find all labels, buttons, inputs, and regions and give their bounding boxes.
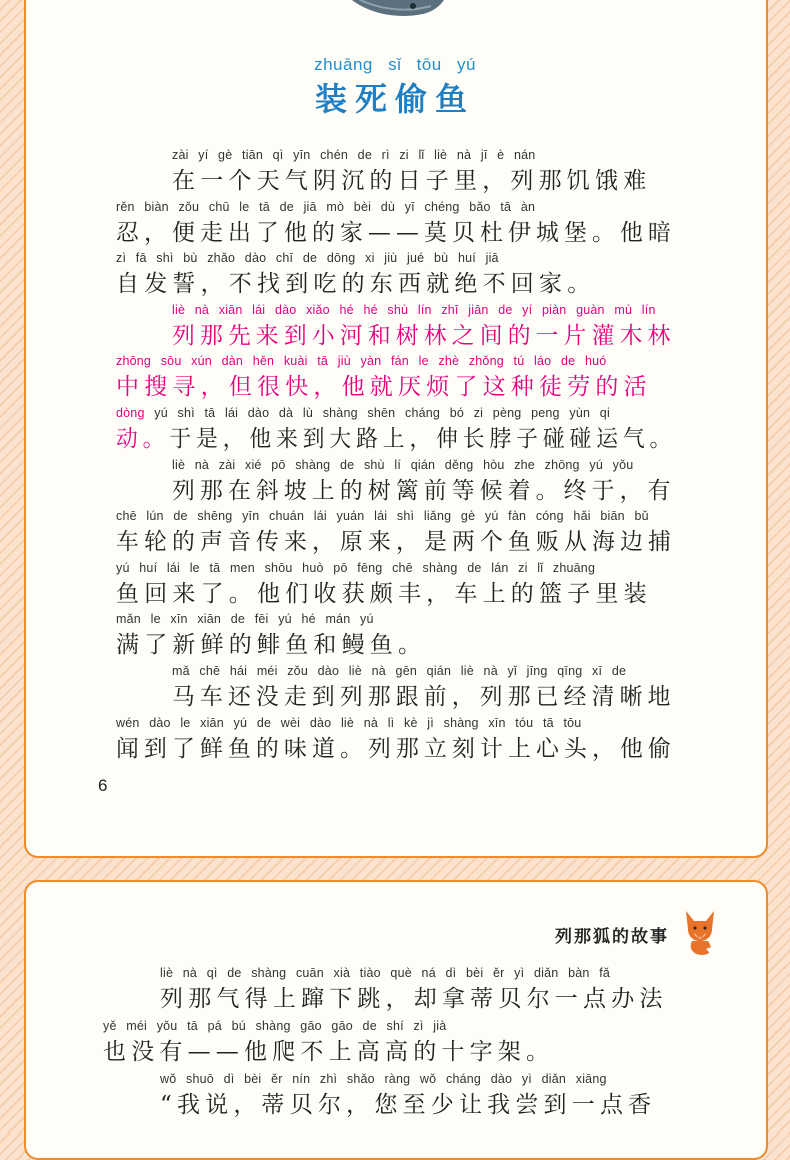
pinyin-line: liè nà qì de shàng cuān xià tiào què ná dì bèi ěr yì diǎn bàn fǎ	[160, 966, 611, 980]
running-header: 列那狐的故事	[555, 927, 669, 947]
pinyin-line: zhōng sōu xún dàn hěn kuài tā jiù yàn fán le zhè zhǒng tú láo de huó	[116, 354, 607, 369]
pinyin-line: dòng yú shì tā lái dào dà lù shàng shēn cháng bó zi pèng peng yùn qi	[116, 406, 610, 420]
hanzi-line: 满了新鲜的鲱鱼和鳗鱼。	[116, 632, 427, 659]
hanzi-line: “我说，蒂贝尔，您至少让我尝到一点香	[160, 1092, 657, 1118]
pinyin-line: zài yí gè tiān qì yīn chén de rì zi lǐ liè nà jī è nán	[172, 148, 536, 162]
pinyin-line: yú huí lái le tā men shōu huò pō fēng chē shàng de lán zi lǐ zhuāng	[116, 560, 596, 575]
hanzi-line: 鱼回来了。他们收获颇丰，车上的篮子里装	[116, 580, 652, 607]
pinyin-line: rěn biàn zǒu chū le tā de jiā mò bèi dù yī chéng bǎo tā àn	[116, 199, 536, 214]
page-title: 装死偷鱼	[314, 80, 475, 118]
hanzi-line: 列那先来到小河和树林之间的一片灌木林	[172, 322, 676, 349]
hanzi-line: 列那在斜坡上的树篱前等候着。终于，有	[172, 477, 676, 504]
hanzi-line: 闻到了鲜鱼的味道。列那立刻计上心头，他偷	[116, 735, 677, 762]
hanzi-line: 中搜寻，但很快，他就厌烦了这种徒劳的活	[116, 374, 652, 401]
fox-icon	[680, 905, 720, 957]
hanzi-line: 马车还没走到列那跟前，列那已经清晰地	[172, 684, 676, 710]
pinyin-line: wén dào le xiān yú de wèi dào liè nà lì kè jì shàng xīn tóu tā tōu	[116, 715, 582, 730]
hanzi-line: 列那气得上蹿下跳，却拿蒂贝尔一点办法	[160, 986, 668, 1012]
hanzi-line: 自发誓，不找到吃的东西就绝不回家。	[116, 271, 596, 298]
hanzi-line: 在一个天气阴沉的日子里，列那饥饿难	[172, 168, 652, 194]
pinyin-line: wǒ shuō dì bèi ěr nín zhì shǎo ràng wǒ cháng dào yì diǎn xiāng	[160, 1072, 607, 1086]
hanzi-line: 动。于是，他来到大路上，伸长脖子碰碰运气。	[116, 426, 677, 452]
hanzi-line: 忍，便走出了他的家——莫贝杜伊城堡。他暗	[116, 219, 677, 246]
pinyin-line: zì fā shì bù zhǎo dào chī de dōng xi jiù jué bù huí jiā	[116, 251, 499, 266]
pinyin-line: mǎ chē hái méi zǒu dào liè nà gēn qián liè nà yǐ jīng qīng xī de	[172, 664, 627, 678]
pinyin-line: mǎn le xīn xiān de fēi yú hé mán yú	[116, 612, 374, 627]
pinyin-line: liè nà zài xié pō shàng de shù lí qián děng hòu zhe zhōng yú yǒu	[172, 457, 634, 472]
pinyin-line: yě méi yǒu tā pá bú shàng gāo gāo de shí zì jià	[103, 1019, 447, 1033]
hanzi-line: 也没有——他爬不上高高的十字架。	[103, 1039, 555, 1065]
fish-illustration	[343, 0, 449, 22]
title-pinyin: zhuāng sǐ tōu yú	[314, 55, 476, 74]
pinyin-line: chē lún de shēng yīn chuán lái yuán lái shì liǎng gè yú fàn cóng hǎi biān bǔ	[116, 509, 649, 524]
pinyin-line: liè nà xiān lái dào xiǎo hé hé shù lín zhī jiān de yí piàn guàn mù lín	[172, 302, 656, 317]
hanzi-line: 车轮的声音传来，原来，是两个鱼贩从海边捕	[116, 529, 677, 556]
page-number: 6	[98, 776, 108, 795]
